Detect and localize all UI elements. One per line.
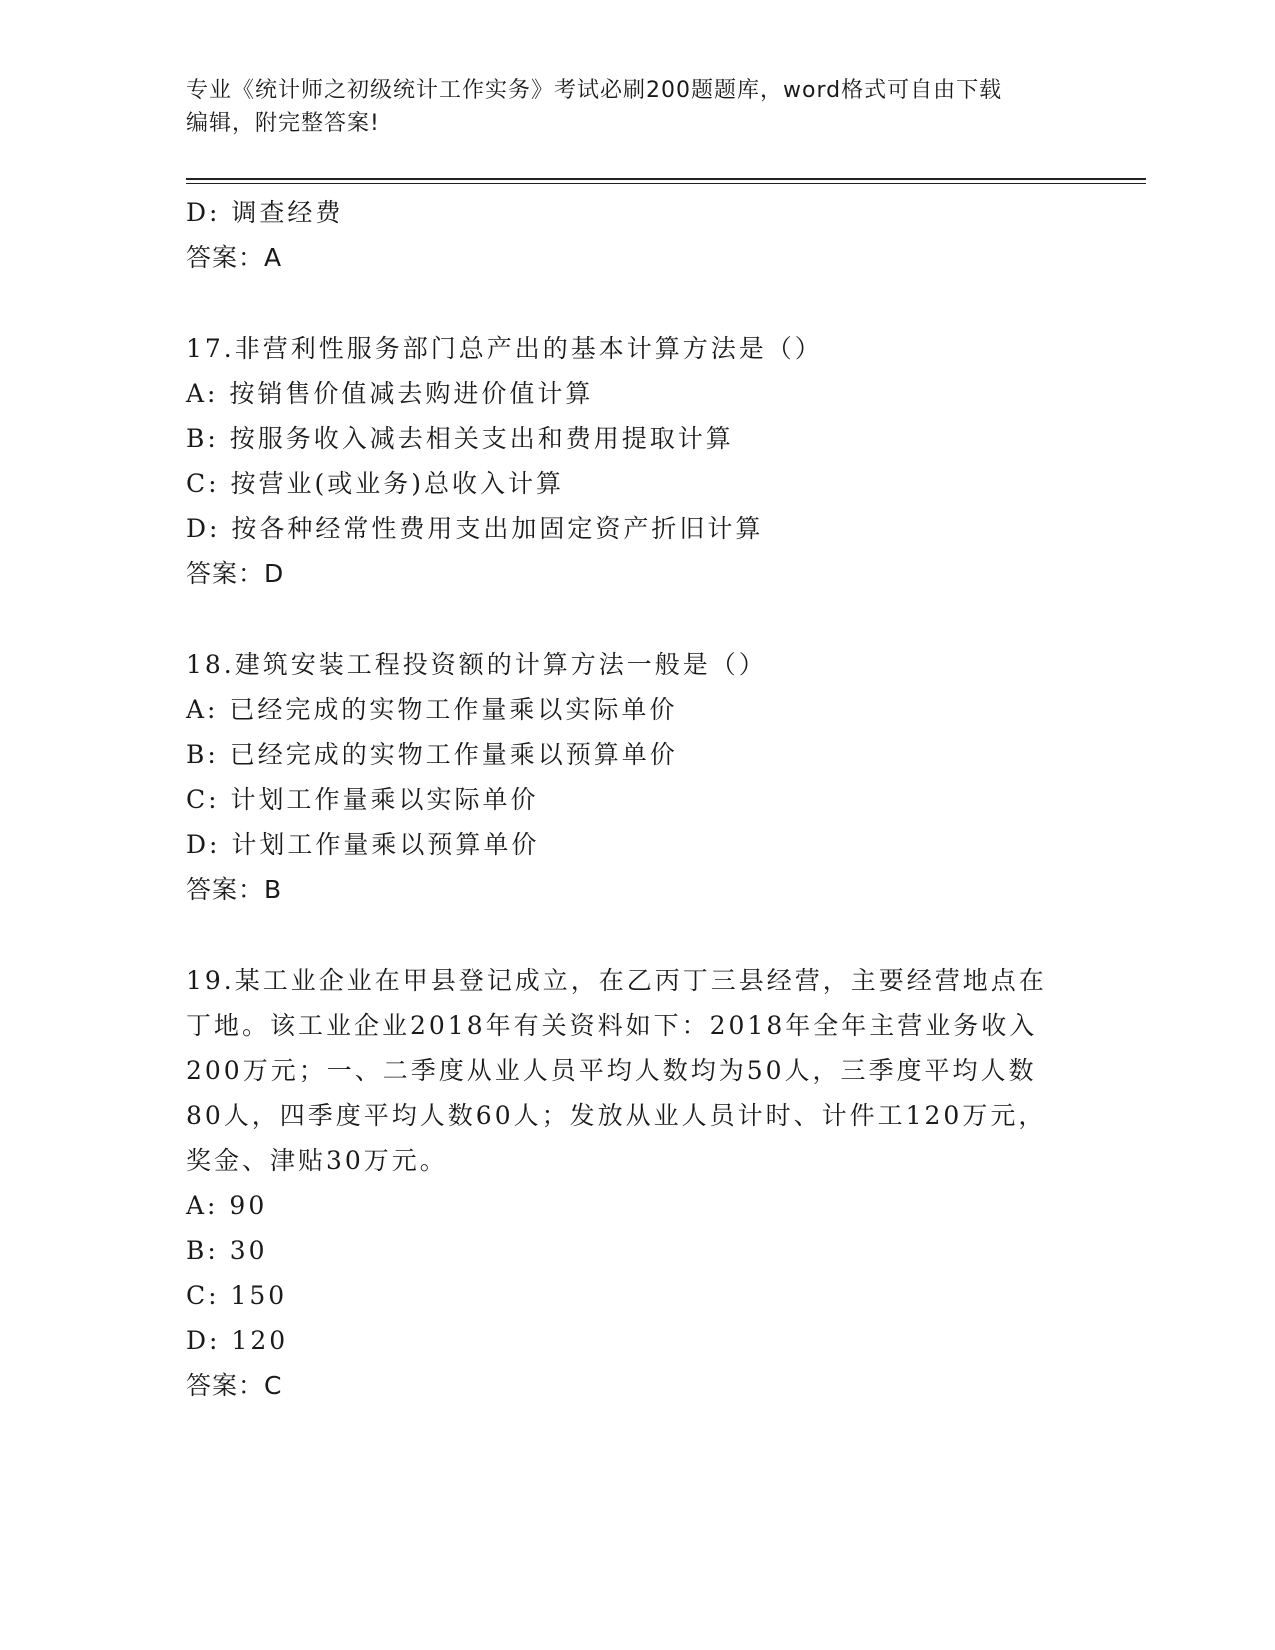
option-b: B: 30 <box>186 1236 268 1265</box>
question-19 <box>186 958 1066 1408</box>
question-stem-line-5: 奖金、津贴30万元。 <box>186 1146 448 1175</box>
header-line-1: 专业《统计师之初级统计工作实务》考试必刷200题题库，word格式可自由下载 <box>186 78 1003 103</box>
option-a: A: 按销售价值减去购进价值计算 <box>186 379 594 408</box>
question-stem-line-4: 80人，四季度平均人数60人；发放从业人员计时、计件工120万元， <box>186 1101 1047 1130</box>
question-stem-line-3: 200万元；一、二季度从业人员平均人数均为50人，三季度平均人数 <box>186 1056 1037 1085</box>
answer-line: 答案：C <box>186 1371 283 1400</box>
option-c: C: 计划工作量乘以实际单价 <box>186 785 539 814</box>
question-17 <box>186 326 1066 596</box>
option-d: D: 调查经费 <box>186 198 344 227</box>
option-d: D: 按各种经常性费用支出加固定资产折旧计算 <box>186 514 764 543</box>
question-stem: 18.建筑安装工程投资额的计算方法一般是（） <box>186 650 767 679</box>
spacer <box>186 912 1066 958</box>
header-divider-thick <box>186 178 1146 180</box>
question-stem-line-2: 丁地。该工业企业2018年有关资料如下：2018年全年主营业务收入 <box>186 1011 1038 1040</box>
spacer <box>186 596 1066 642</box>
header-line-2: 编辑，附完整答案! <box>186 111 380 136</box>
option-c: C: 按营业(或业务)总收入计算 <box>186 469 565 498</box>
option-d: D: 120 <box>186 1326 289 1355</box>
option-a: A: 已经完成的实物工作量乘以实际单价 <box>186 695 678 724</box>
option-c: C: 150 <box>186 1281 288 1310</box>
question-18 <box>186 642 1066 912</box>
spacer <box>186 280 1066 326</box>
option-b: B: 按服务收入减去相关支出和费用提取计算 <box>186 424 734 453</box>
question-stem: 17.非营利性服务部门总产出的基本计算方法是（） <box>186 334 823 363</box>
option-a: A: 90 <box>186 1191 268 1220</box>
answer-line: 答案：D <box>186 559 285 588</box>
header-divider-thin <box>186 183 1146 184</box>
option-b: B: 已经完成的实物工作量乘以预算单价 <box>186 740 678 769</box>
answer-line: 答案：A <box>186 243 283 272</box>
question-stem-line-1: 19.某工业企业在甲县登记成立，在乙丙丁三县经营，主要经营地点在 <box>186 966 1047 995</box>
question-16-tail <box>186 190 1066 280</box>
answer-line: 答案：B <box>186 875 283 904</box>
option-d: D: 计划工作量乘以预算单价 <box>186 830 540 859</box>
document-header <box>186 74 1066 140</box>
document-body <box>186 190 1066 1408</box>
